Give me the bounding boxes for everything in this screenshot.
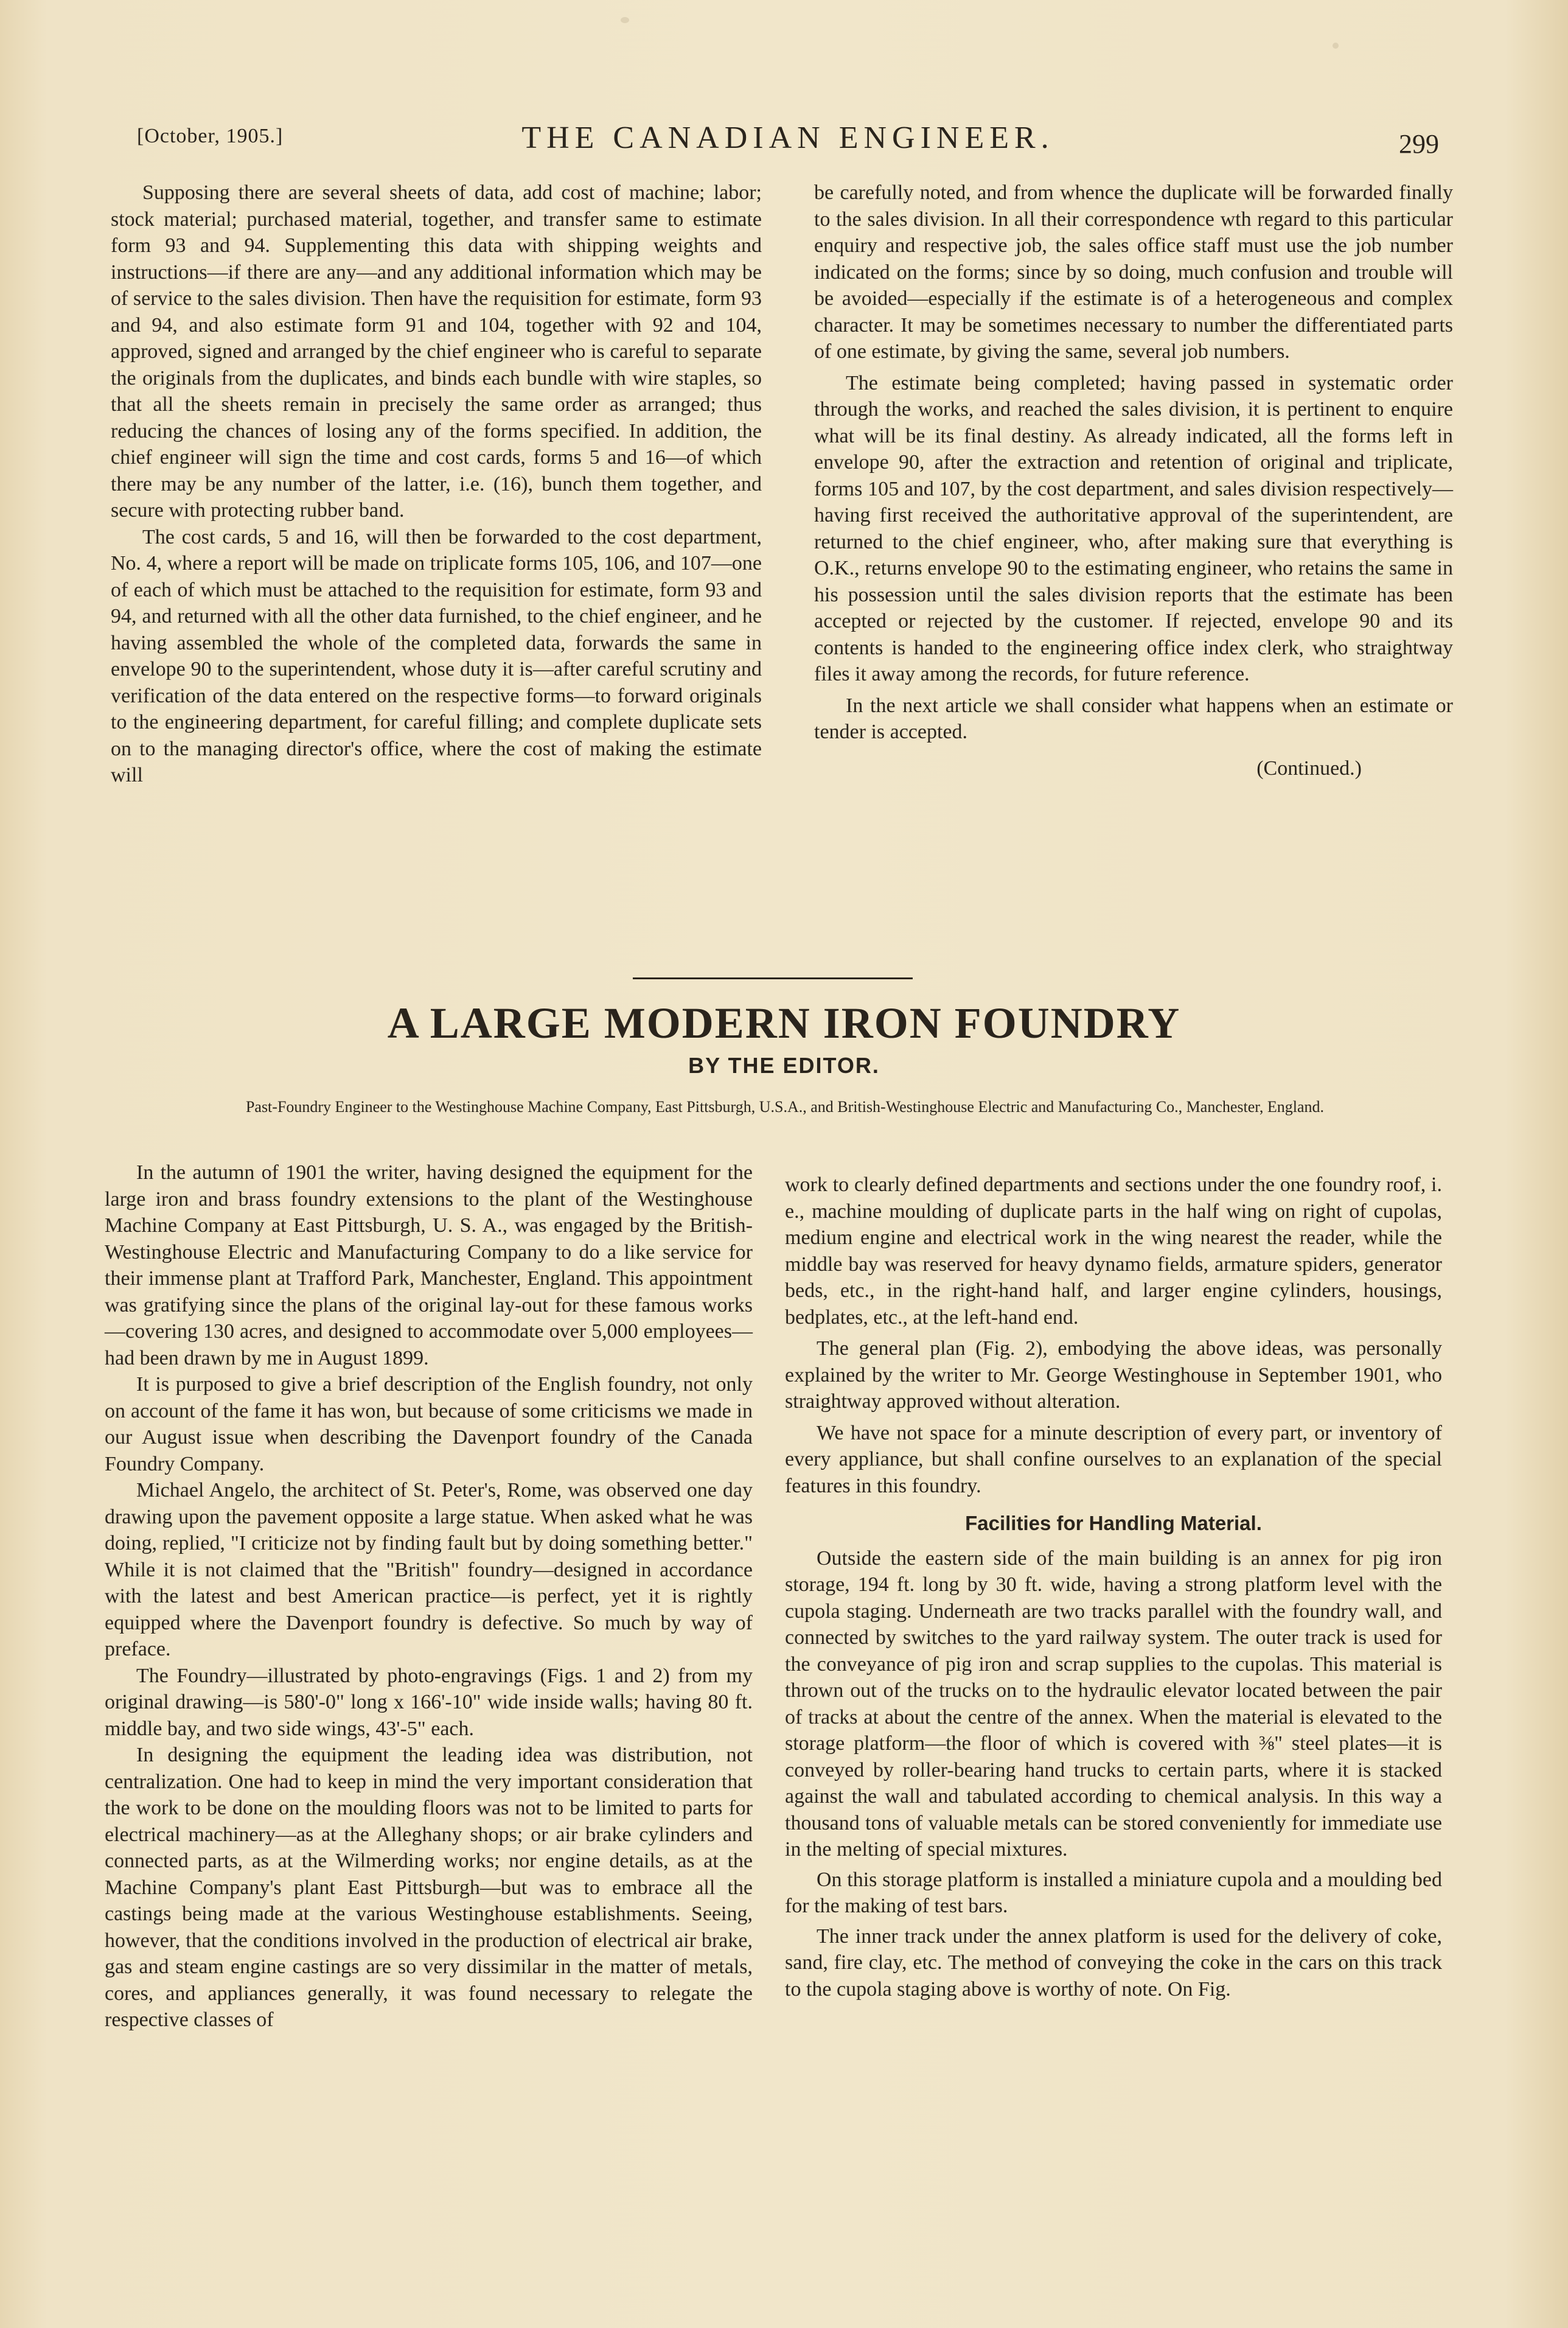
paragraph: It is purposed to give a brief description of the English foundry, not only on account of the fame it has won, but because of some criticisms we made in our August issue when describing the Davenport foundry of the Canada Foundry Company. [105,1373,753,1475]
paragraph: Outside the eastern side of the main building is an annex for pig iron storage, 194 ft. long by 30 ft. wide, having a strong platform level with the cupola staging. Underneath are two tracks parallel with the foundry wall, and connected by switches to the yard railway system. The outer track is used for the conveyance of pig iron and scrap supplies to the cupolas. This material is thrown out of the trucks on to the hydraulic elevator located between the pair of tracks at about the centre of the annex. When the material is elevated to the storage platform—the floor of which is covered with ⅜" steel plates—it is conveyed by roller-bearing hand trucks to certain parts, where it is stacked against the wall and tabulated according to chemical analysis. In this way a thousand tons of valuable metals can be stored conveniently for immediate use in the melting of special mixtures. [785,1547,1442,1861]
paragraph: work to clearly defined departments and sections under the one foundry roof, i. e., machine moulding of duplicate parts in the half wing on right of cupolas, medium engine and electrical work in the wing nearest the reader, while the middle bay was reserved for heavy dynamo fields, armature spiders, generator beds, etc., in the right-hand half, and larger engine cylinders, housings, bedplates, etc., at the left-hand end. [785,1173,1442,1329]
paper-stain [1333,43,1339,49]
page-header [137,119,1439,167]
top-left-column [111,180,762,789]
bottom-right-column [785,1172,1442,2002]
section-divider [633,977,913,979]
issue-date: [October, 1905.] [137,125,284,147]
section-heading: Facilities for Handling Material. [965,1512,1262,1534]
paragraph: The estimate being completed; having passed in systematic order through the works, and reached the sales division, it is pertinent to enquire what will be its final destiny. As already indicated, all the forms left in envelope 90, after the extraction and retention of original and triplicate, forms 105 and 107, by the cost department, and sales division respectively—having first received the authoritative approval of the superintendent, are returned to the chief engineer, who, after making sure that everything is O.K., returns envelope 90 to the estimating engineer, who retains the same in his possession until the sales division reports that the estimate has been accepted or rejected by the customer. If rejected, envelope 90 and its contents is handed to the engineering office index clerk, who straightway files it away among the records, for future reference. [814,371,1453,685]
paragraph: The inner track under the annex platform is used for the delivery of coke, sand, fire clay, etc. The method of conveying the coke in the cars on this track to the cupola staging above is worthy of note. On Fig. [785,1924,1442,2001]
bottom-left-column [105,1159,753,2033]
page-number: 299 [1399,129,1439,159]
journal-title: THE CANADIAN ENGINEER. [521,121,1054,155]
article-title: A LARGE MODERN IRON FOUNDRY [387,999,1181,1047]
continued-note: (Continued.) [1256,757,1362,780]
paragraph: We have not space for a minute description of every part, or inventory of every appliance, but shall confine ourselves to an explanation of the special features in this foundry. [785,1421,1442,1497]
paragraph: be carefully noted, and from whence the duplicate will be forwarded finally to the sales division. In all their correspondence wth regard to this particular enquiry and respective job, the sales office staff must use the job number indicated on the forms; since by so doing, much confusion and trouble will be avoided—especially if the estimate is of a heterogeneous and complex character. It may be sometimes necessary to number the differentiated parts of one estimate, by giving the same, several job numbers. [814,181,1453,363]
article-byline: BY THE EDITOR. [688,1053,880,1078]
author-affiliation: Past-Foundry Engineer to the Westinghouse Machine Company, East Pittsburgh, U.S.A., and British-Westinghouse Electric and Manufacturing Co., Manchester, England. [245,1098,1325,1116]
paper-stain [621,17,629,23]
paragraph: In the next article we shall consider what happens when an estimate or tender is accepted. [814,694,1453,743]
paragraph: On this storage platform is installed a miniature cupola and a moulding bed for the making of test bars. [785,1868,1442,1917]
paragraph: Michael Angelo, the architect of St. Peter's, Rome, was observed one day drawing upon the pavement opposite a large statue. When asked what he was doing, replied, "I criticize not by finding fault but by doing something better." While it is not claimed that the "British" foundry—designed in accordance with the latest and best American practice—is perfect, yet it is rightly equipped where the Davenport foundry is defective. So much by way of preface. [105,1479,753,1660]
paragraph: The general plan (Fig. 2), embodying the above ideas, was personally explained by the writer to Mr. George Westinghouse in September 1901, who straightway approved without alteration. [785,1337,1442,1413]
paragraph: The Foundry—illustrated by photo-engravings (Figs. 1 and 2) from my original drawing—is 580'-0" long x 166'-10" wide inside walls; having 80 ft. middle bay, and two side wings, 43'-5" each. [105,1664,753,1740]
top-right-column [814,180,1453,781]
paragraph: In designing the equipment the leading idea was distribution, not centralization. One had to keep in mind the very important consideration that the work to be done on the moulding floors was not to be limited to parts for electrical machinery—as at the Alleghany shops; or air brake cylinders and connected parts, as at the Wilmerding works; nor engine details, as at the Machine Company's plant East Pittsburgh—but was to embrace all the castings being made at the various Westinghouse establishments. Seeing, however, that the conditions involved in the production of electrical air brake, gas and steam engine castings are so very dissimilar in the matter of metals, cores, and appliances generally, it was found necessary to relegate the respective classes of [105,1744,753,2031]
paragraph: In the autumn of 1901 the writer, having designed the equipment for the large iron and brass foundry extensions to the plant of the Westinghouse Machine Company at East Pittsburgh, U. S. A., was engaged by the British-Westinghouse Electric and Manufacturing Company to do a like service for their immense plant at Trafford Park, Manchester, England. This appointment was gratifying since the plans of the original lay-out for these famous works—covering 130 acres, and designed to accommodate over 5,000 employees—had been drawn by me in August 1899. [105,1161,753,1369]
paragraph: Supposing there are several sheets of data, add cost of machine; labor; stock material; purchased material, together, and transfer same to estimate form 93 and 94. Supplementing this data with shipping weights and instructions—if there are any—and any additional information which may be of service to the sales division. Then have the requisition for estimate, form 93 and 94, and also estimate form 91 and 104, together with 92 and 104, approved, signed and arranged by the chief engineer who is careful to separate the originals from the duplicates, and binds each bundle with wire staples, so that all the sheets remain in precisely the same order as arranged; thus reducing the chances of losing any of the forms specified. In addition, the chief engineer will sign the time and cost cards, forms 5 and 16—of which there may be any number of the latter, i.e. (16), bunch them together, and secure with protecting rubber band. [111,181,762,522]
paragraph: The cost cards, 5 and 16, will then be forwarded to the cost department, No. 4, where a report will be made on triplicate forms 105, 106, and 107—one of each of which must be attached to the requisition for estimate, form 93 and 94, and returned with all the other data furnished, to the chief engineer, and he having assembled the whole of the completed data, forwards the same in envelope 90 to the superintendent, whose duty it is—after careful scrutiny and verification of the data entered on the respective forms—to forward originals to the engineering department, for careful filling; and complete duplicate sets on to the managing director's office, where the cost of making the estimate will [111,525,762,786]
